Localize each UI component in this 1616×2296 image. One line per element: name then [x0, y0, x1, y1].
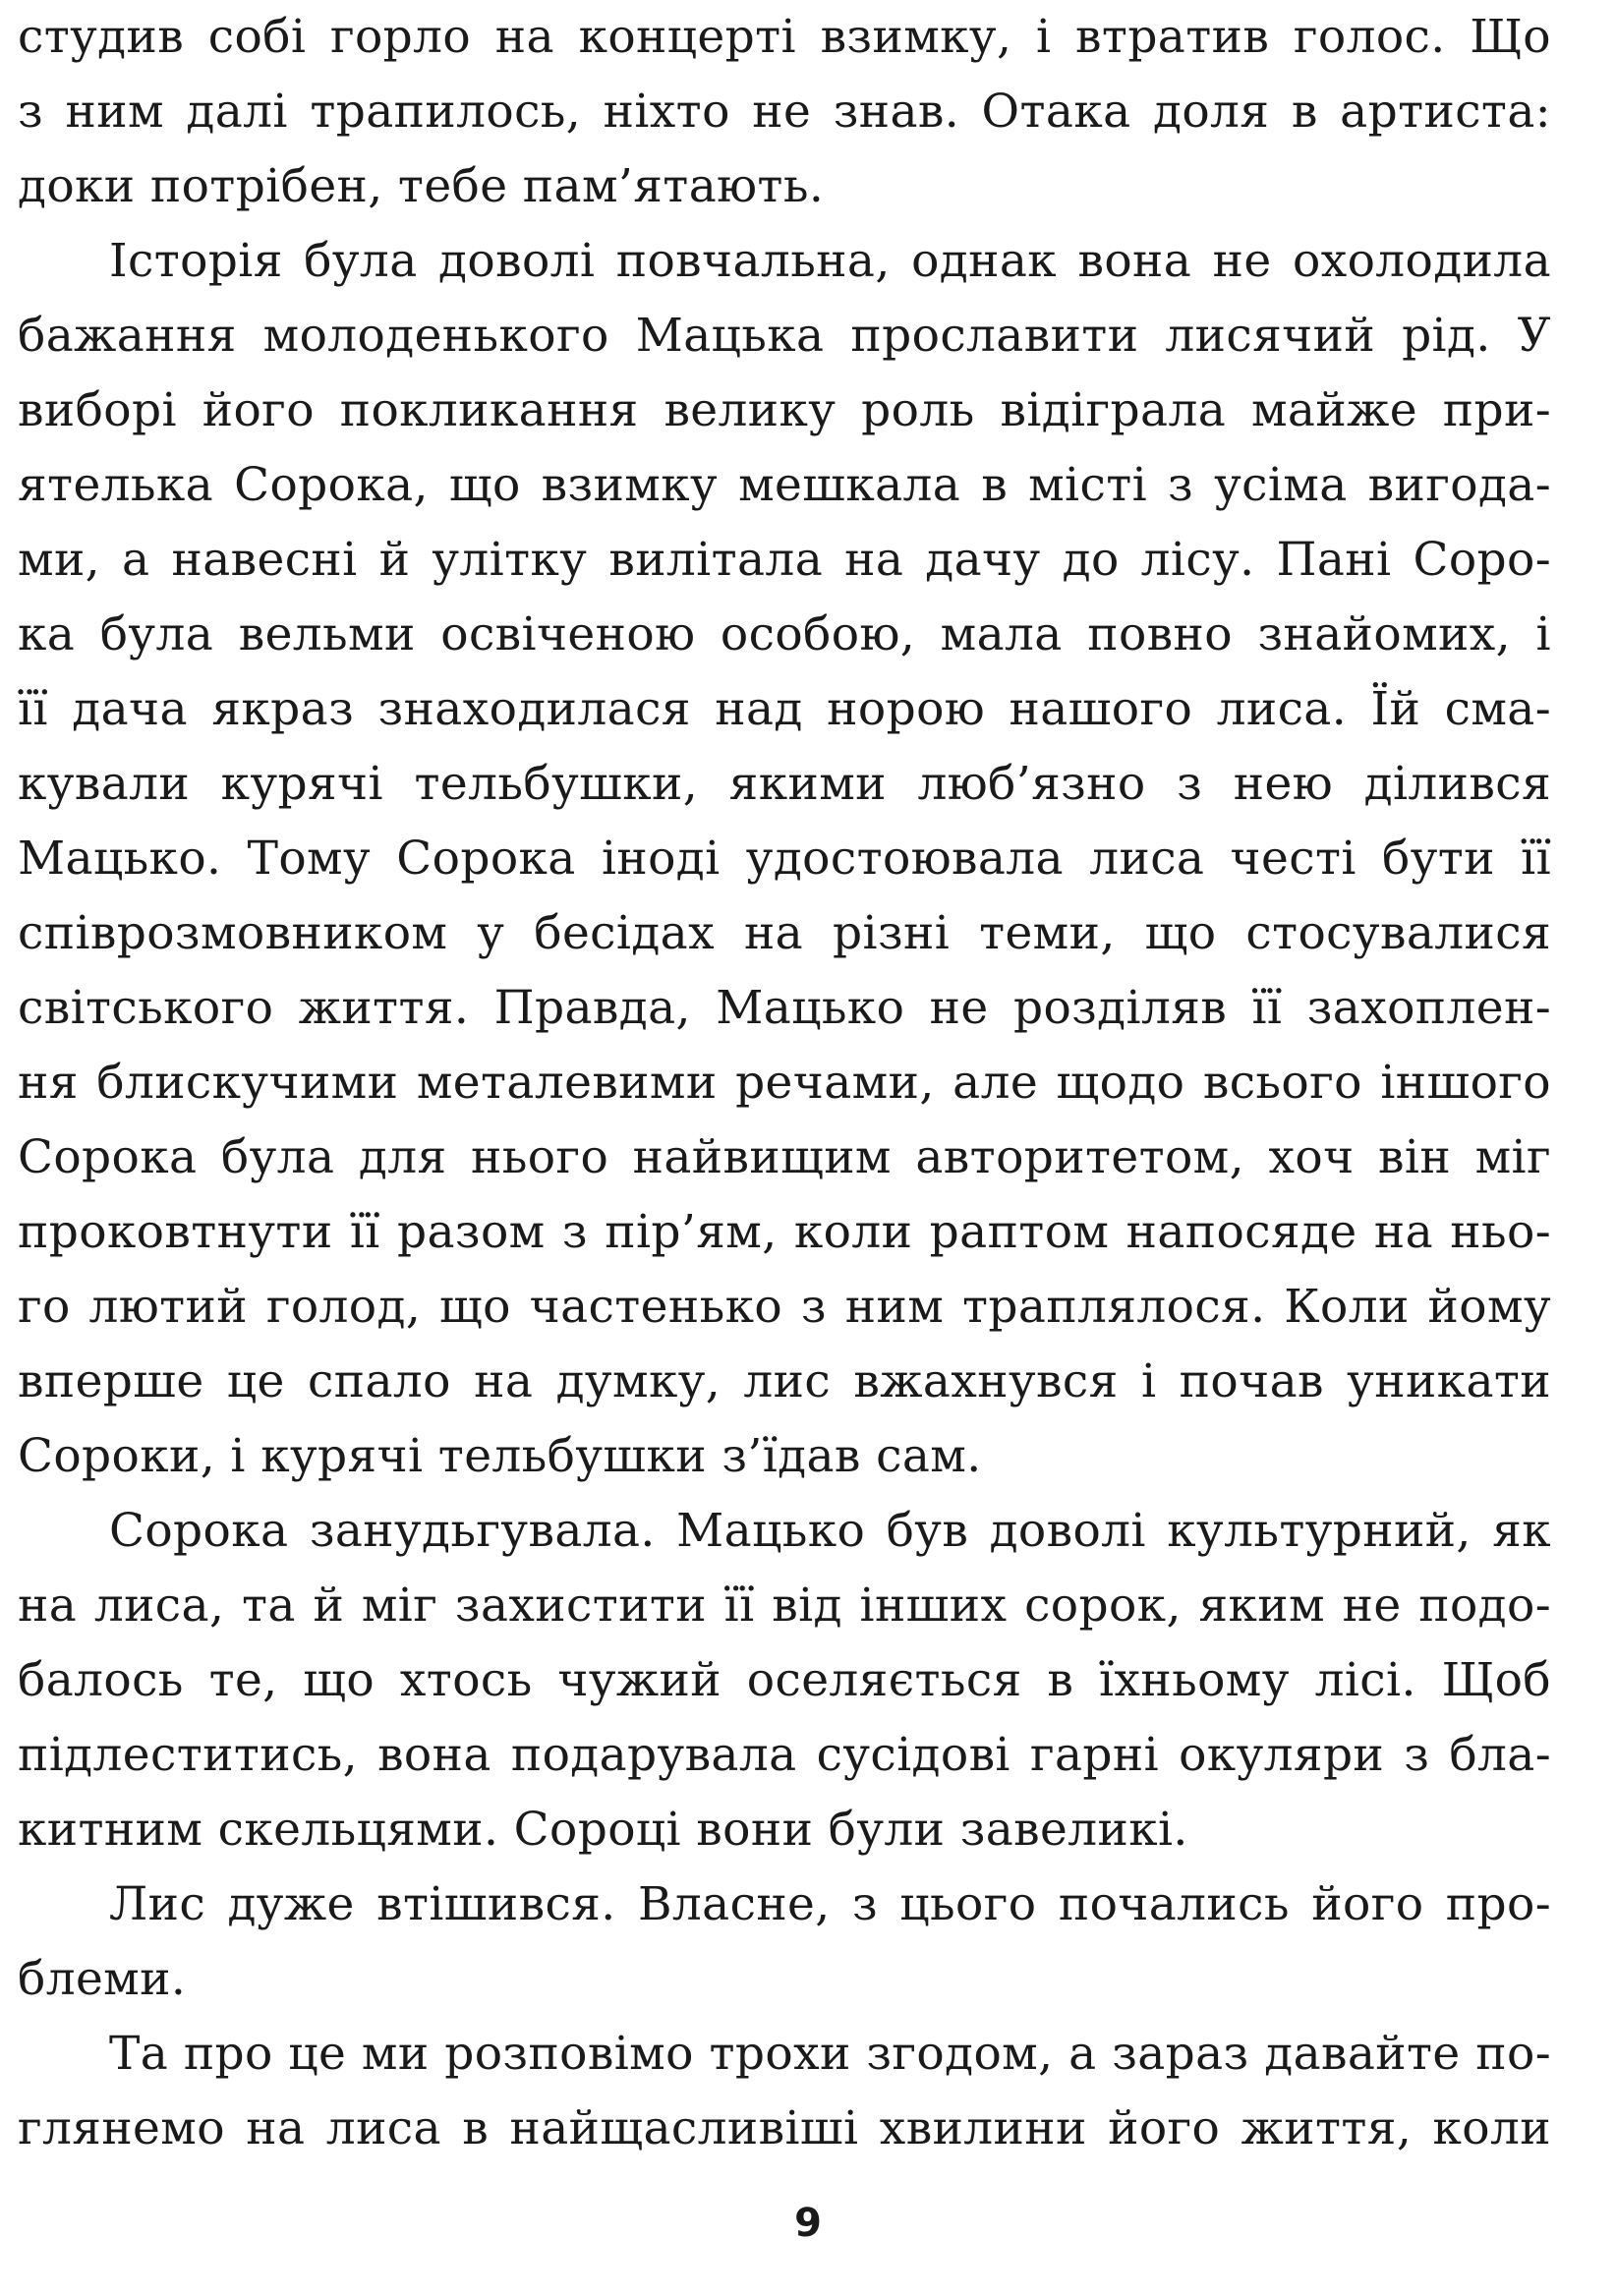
text-line: проковтнути її разом з пір’ям, коли раптом напосяде на ньо- [18, 1205, 1551, 1259]
text-line: вперше це спало на думку, лис вжахнувся і почав уникати [18, 1354, 1551, 1408]
text-line: Мацько. Тому Сорока іноді удостоювала лиса честі бути її [18, 832, 1551, 886]
text-line: Сорока занудьгувала. Мацько був доволі культурний, як [109, 1504, 1551, 1558]
text-line: з ним далі трапилось, ніхто не знав. Отака доля в артиста: [18, 85, 1551, 139]
text-line: глянемо на лиса в найщасливіші хвилини його життя, коли [18, 2101, 1551, 2155]
text-line: її дача якраз знаходилася над норою нашого лиса. Їй сма- [18, 682, 1551, 736]
text-line: Лис дуже втішився. Власне, з цього почались його про- [109, 1877, 1551, 1931]
text-line: виборі його покликання велику роль відіграла майже при- [18, 383, 1551, 437]
text-line: балось те, що хтось чужий оселяється в їхньому лісі. Щоб [18, 1653, 1551, 1707]
text-line: студив собі горло на концерті взимку, і втратив голос. Що [18, 10, 1551, 64]
text-line: ми, а навесні й улітку вилітала на дачу до лісу. Пані Соро- [18, 533, 1551, 587]
text-line: Та про це ми розповімо трохи згодом, а зараз давайте по- [109, 2027, 1551, 2081]
text-line: ятелька Сорока, що взимку мешкала в місті з усіма вигода- [18, 458, 1551, 512]
text-line: співрозмовником у бесідах на різні теми, що стосувалися [18, 906, 1551, 960]
text-line: блеми. [18, 1952, 187, 2006]
text-line: кували курячі тельбушки, якими люб’язно з нею ділився [18, 757, 1551, 811]
page-number: 9 [794, 2201, 822, 2246]
text-line: Сороки, і курячі тельбушки з’їдав сам. [18, 1429, 982, 1483]
text-line: Сорока була для нього найвищим авторитетом, хоч він міг [18, 1130, 1551, 1184]
text-line: китним скельцями. Сороці вони були завеликі. [18, 1803, 1188, 1857]
body-text [18, 0, 1551, 2166]
text-line: го лютий голод, що частенько з ним траплялося. Коли йому [18, 1280, 1551, 1334]
text-line: підлеститись, вона подарувала сусідові гарні окуляри з бла- [18, 1728, 1551, 1782]
text-line: бажання молоденького Мацька прославити лисячий рід. У [18, 309, 1551, 363]
text-line: ка була вельми освіченою особою, мала повно знайомих, і [18, 607, 1551, 661]
text-line: на лиса, та й міг захистити її від інших сорок, яким не подо- [18, 1578, 1551, 1633]
text-line: Історія була доволі повчальна, однак вона не охолодила [109, 234, 1551, 288]
text-line: світського життя. Правда, Мацько не розділяв її захоплен- [18, 981, 1551, 1035]
text-line: ня блискучими металевими речами, але щодо всього іншого [18, 1056, 1551, 1110]
text-line: доки потрібен, тебе пам’ятають. [18, 159, 825, 213]
